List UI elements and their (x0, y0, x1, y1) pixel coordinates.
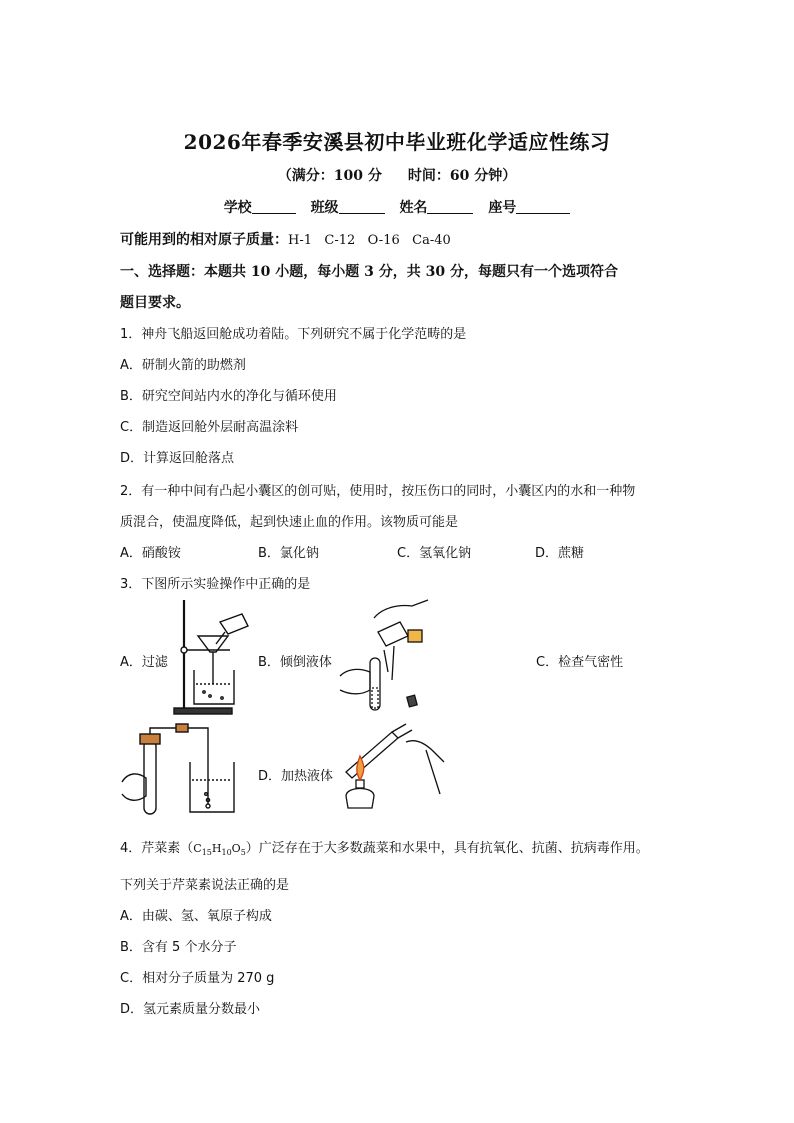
q4-option-c[interactable]: C．相对分子质量为 270 g (120, 971, 275, 986)
apigenin-formula: $C_{15}H_{10}O_5$ (193, 842, 246, 858)
q4-stem-line2: 下列关于芹菜素说法正确的是 (120, 878, 290, 893)
q2-option-c[interactable]: C．氢氧化钠 (397, 546, 472, 561)
q2-option-a[interactable]: A．硝酸铵 (120, 546, 181, 561)
q1-stem: 1．神舟飞船返回舱成功着陆。下列研究不属于化学范畴的是 (120, 327, 467, 342)
full-score: （满分：100 分 (277, 168, 382, 184)
q2-stem-line1: 2．有一种中间有凸起小囊区的创可贴，使用时，按压伤口的同时，小囊区内的水和一种物 (120, 484, 636, 499)
q3-option-b[interactable]: B．倾倒液体 (258, 655, 332, 670)
class-field[interactable]: 班级 (311, 197, 385, 217)
score-time-line (0, 165, 794, 185)
pouring-liquid-figure (338, 598, 442, 714)
q1-option-b[interactable]: B．研究空间站内水的净化与循环使用 (120, 389, 337, 404)
exam-time: 时间：60 分钟） (407, 168, 517, 184)
q3-option-c[interactable]: C．检查气密性 (536, 655, 624, 670)
q2-stem-line2: 质混合，使温度降低，起到快速止血的作用。该物质可能是 (120, 515, 459, 530)
student-info-line (0, 197, 794, 217)
heating-liquid-figure (336, 722, 446, 814)
school-field[interactable]: 学校 (224, 197, 296, 217)
q1-option-a[interactable]: A．研制火箭的助燃剂 (120, 358, 246, 373)
filtration-figure (170, 596, 252, 720)
q2-option-b[interactable]: B．氯化钠 (258, 546, 319, 561)
section1-heading-line2: 题目要求。 (120, 295, 190, 311)
q3-option-a[interactable]: A．过滤 (120, 655, 168, 670)
q3-stem: 3．下图所示实验操作中正确的是 (120, 577, 311, 592)
atomic-mass-line: 可能用到的相对原子质量：H-1 C-12 O-16 Ca-40 (120, 232, 451, 248)
q4-stem-line1: 4．芹菜素$(C_{15}H_{10}O_5)$广泛存在于大多数蔬菜和水果中，具有抗氧化、抗菌、抗病毒作用。 (120, 841, 649, 858)
q4-option-a[interactable]: A．由碳、氢、氧原子构成 (120, 909, 272, 924)
seat-number-field[interactable]: 座号 (488, 197, 570, 217)
q4-option-d[interactable]: D．氢元素质量分数最小 (120, 1002, 261, 1017)
q1-option-d[interactable]: D．计算返回舱落点 (120, 451, 235, 466)
name-field[interactable]: 姓名 (399, 197, 473, 217)
q2-option-d[interactable]: D．蔗糖 (535, 546, 585, 561)
q1-option-c[interactable]: C．制造返回舱外层耐高温涂料 (120, 420, 299, 435)
section1-heading-line1: 一、选择题：本题共 10 小题，每小题 3 分，共 30 分，每题只有一个选项符合 (120, 264, 618, 280)
exam-title: 2026年春季安溪县初中毕业班化学适应性练习 (183, 130, 611, 154)
q3-option-d[interactable]: D．加热液体 (258, 769, 334, 784)
q4-option-b[interactable]: B．含有 5 个水分子 (120, 940, 237, 955)
airtightness-check-figure (118, 722, 248, 820)
